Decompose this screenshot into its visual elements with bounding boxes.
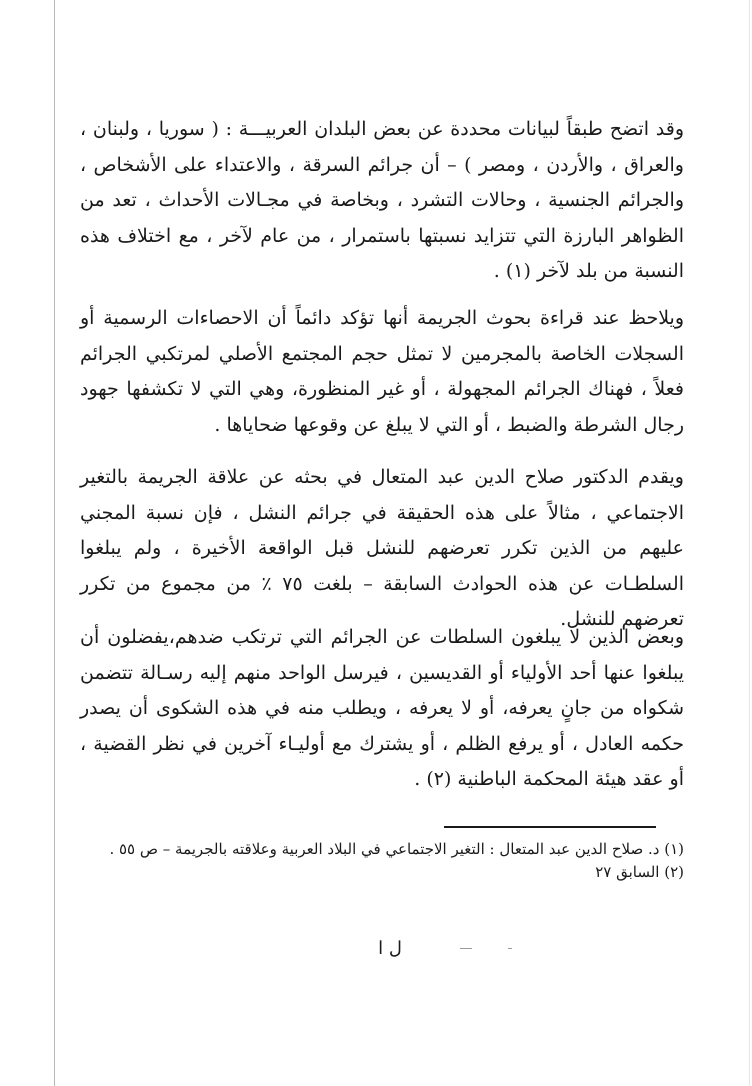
footnote-1: (١) د. صلاح الدين عبد المتعال : التغير الاجتماعي في البلاد العربية وعلاقته بالجريمة – ص ٥٥ . [109,840,684,858]
page-right-edge [749,0,750,1086]
paragraph-pickpocketing-example: ويقدم الدكتور صلاح الدين عبد المتعال في بحثه عن علاقة الجريمة بالتغير الاجتماعي ، مثالاً على هذه الحقيقة في جرائم النشل ، فإن نسبة المجني عليهم من الذين تكرر تعرضهم للنشل قبل الواقعة الأخيرة ، ولم يبلغوا السلطـات عن هذه الحوادث السابقة – بلغت ٧٥ ٪ من مجموع من تكرر تعرضهم للنشل. [80,466,684,630]
paragraph-complaints-to-saints: وبعض الذين لا يبلغون السلطات عن الجرائم التي ترتكب ضدهم،يفضلون أن يبلغوا عنها أحد الأولياء أو القديسين ، فيرسل الواحد منهم إليه رسـالة تتضمن شكواه من جانٍ يعرفه، أو لا يعرفه ، ويطلب منه في هذه الشكوى أن يصدر حكمه العادل ، أو يرفع الظلم ، أو يشترك مع أوليـاء آخرين في نظر القضية ، أو عقد هيئة المحكمة الباطنية (٢) . [80,626,684,790]
paragraph-crime-statistics-arab-countries: وقد اتضح طبقاً لبيانات محددة عن بعض البلدان العربيـــة : ( سوريا ، ولبنان ، والعراق ، والأردن ، ومصر ) – أن جرائم السرقة ، والاعتداء على الأشخاص ، والجرائم الجنسية ، وحالات التشرد ، وبخاصة في مجـالات الأحداث ، تعد من الظواهر البارزة التي تتزايد نسبتها باستمرار ، من عام لآخر ، مع اختلاف هذه النسبة من بلد لآخر (١) . [80,118,684,282]
scan-artifact-mark [508,948,512,949]
paragraph-hidden-crimes: ويلاحظ عند قراءة بحوث الجريمة أنها تؤكد دائماً أن الاحصاءات الرسمية أو السجلات الخاصة بالمجرمين لا تمثل حجم المجتمع الأصلي لمرتكبي الجرائم فعلاً ، فهناك الجرائم المجهولة ، أو غير المنظورة، وهي التي لا تكشفها جهود رجال الشرطة والضبط ، أو التي لا يبلغ عن وقوعها ضحاياها . [80,307,684,436]
footnote-2: (٢) السابق ٢٧ [595,863,684,881]
page-binding-edge [54,0,55,1086]
footnote-separator [444,826,656,828]
footnotes [80,838,684,884]
scan-artifact-mark [460,948,472,949]
page-number: ل ا [378,938,402,959]
